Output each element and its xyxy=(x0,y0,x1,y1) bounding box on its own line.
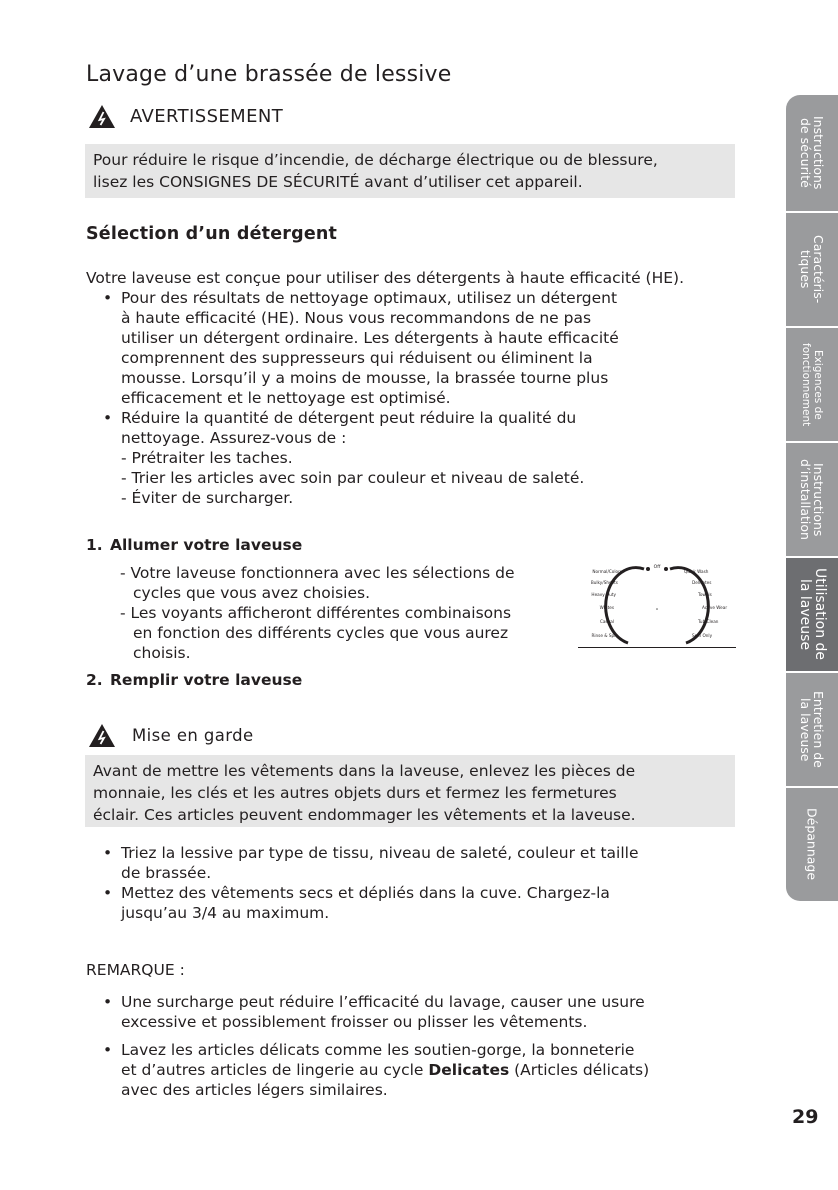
caution-box xyxy=(85,755,735,827)
dial-label-left: Casual xyxy=(599,619,614,624)
tab-using-the-washer[interactable] xyxy=(786,558,838,671)
bullet-line: - Prétraiter les taches. xyxy=(121,449,293,467)
tab-label: fonctionnement xyxy=(800,342,812,427)
bullet-icon: • xyxy=(103,844,113,862)
tab-safety-instructions[interactable] xyxy=(786,95,838,211)
tab-label: Exigences de xyxy=(812,349,824,420)
bullet-line: - Trier les articles avec soin par couleur et niveau de saleté. xyxy=(121,469,585,487)
step-line: - Les voyants afficheront différentes combinaisons xyxy=(120,604,512,622)
tab-label: Caractéris- xyxy=(811,235,826,304)
dial-label-right: Spin Only xyxy=(692,633,713,638)
warning-text-line: lisez les CONSIGNES DE SÉCURITÉ avant d’utiliser cet appareil. xyxy=(93,173,583,191)
bullet-text: et d’autres articles de lingerie au cycle xyxy=(121,1061,429,1079)
step-number: 2. xyxy=(86,671,103,689)
dial-label-right: Tub Clean xyxy=(698,619,719,624)
step-2-heading xyxy=(86,671,302,689)
tab-features[interactable] xyxy=(786,213,838,326)
bullet-line: nettoyage. Assurez-vous de : xyxy=(121,429,347,447)
caution-label: Mise en garde xyxy=(132,725,254,745)
bullet-line: - Éviter de surcharger. xyxy=(121,489,294,507)
dial-label-right: Delicates xyxy=(692,580,712,585)
tab-label: la laveuse xyxy=(797,578,813,651)
caution-text-line: éclair. Ces articles peuvent endommager les vêtements et la laveuse. xyxy=(93,806,636,824)
tab-label: de sécurité xyxy=(798,118,813,188)
bullet-line: Mettez des vêtements secs et dépliés dans la cuve. Chargez-la xyxy=(121,884,610,902)
warning-box xyxy=(85,144,735,198)
dial-dot xyxy=(646,567,650,571)
bullet-text: (Articles délicats) xyxy=(509,1061,650,1079)
tab-troubleshooting[interactable] xyxy=(786,788,838,901)
list-item xyxy=(103,288,743,408)
dial-label-right: Active Wear xyxy=(702,605,728,610)
list-item xyxy=(103,1040,743,1100)
dial-dot xyxy=(664,567,668,571)
bullet-line: Réduire la quantité de détergent peut réduire la qualité du xyxy=(121,409,577,427)
warning-triangle-icon xyxy=(88,104,116,129)
warning-label: AVERTISSEMENT xyxy=(130,105,284,127)
bullet-line: Une surcharge peut réduire l’efficacité du lavage, causer une usure xyxy=(121,993,645,1011)
intro-text: Votre laveuse est conçue pour utiliser des détergents à haute efficacité (HE). xyxy=(86,269,684,287)
dial-label-left: Heavy Duty xyxy=(591,592,616,597)
tab-label: Utilisation de xyxy=(812,568,828,661)
tab-operating-requirements[interactable] xyxy=(786,328,838,441)
caution-header xyxy=(88,722,254,748)
bullet-line: jusqu’au 3/4 au maximum. xyxy=(121,904,330,922)
step-title: Allumer votre laveuse xyxy=(110,536,303,554)
list-item xyxy=(103,883,743,923)
step-title: Remplir votre laveuse xyxy=(110,671,303,689)
bullet-line: Pour des résultats de nettoyage optimaux, utilisez un détergent xyxy=(121,289,618,307)
dial-label-right: Quick Wash xyxy=(684,569,709,574)
warning-header xyxy=(88,103,283,129)
bullet-line: comprennent des suppresseurs qui réduisent ou éliminent la xyxy=(121,349,593,367)
tab-label: d’installation xyxy=(798,459,813,540)
bullet-icon: • xyxy=(103,289,113,307)
bullet-icon: • xyxy=(103,1041,113,1059)
dial-label-left: Whites xyxy=(599,605,614,610)
tab-washer-care[interactable] xyxy=(786,673,838,786)
dial-center-mark xyxy=(656,608,658,610)
bullet-line: excessive et possiblement froisser ou plisser les vêtements. xyxy=(121,1013,588,1031)
bullet-line: efficacement et le nettoyage est optimisé. xyxy=(121,389,451,407)
caution-text-line: monnaie, les clés et les autres objets durs et fermez les fermetures xyxy=(93,784,617,802)
section-title: Sélection d’un détergent xyxy=(86,224,338,244)
dial-label-left: Bulky/Sheets xyxy=(590,580,618,585)
caution-triangle-icon xyxy=(88,723,116,748)
page-title: Lavage d’une brassée de lessive xyxy=(86,62,452,87)
step-1-heading xyxy=(86,536,302,554)
step-line: choisis. xyxy=(133,644,191,662)
bullet-icon: • xyxy=(103,884,113,902)
note-label: REMARQUE : xyxy=(86,961,185,979)
bullet-icon: • xyxy=(103,993,113,1011)
dial-label-right: Towels xyxy=(698,592,712,597)
bullet-line: Lavez les articles délicats comme les soutien-gorge, la bonneterie xyxy=(121,1041,635,1059)
tab-installation-instructions[interactable] xyxy=(786,443,838,556)
bullet-line: utiliser un détergent ordinaire. Les détergents à haute efficacité xyxy=(121,329,619,347)
list-item xyxy=(103,408,743,508)
tab-label: Dépannage xyxy=(804,808,820,881)
step-1-text xyxy=(120,563,515,663)
step-number: 1. xyxy=(86,536,103,554)
bullet-line: à haute efficacité (HE). Nous vous recommandons de ne pas xyxy=(121,309,592,327)
page-number: 29 xyxy=(792,1106,819,1128)
step-line: en fonction des différents cycles que vous aurez xyxy=(133,624,509,642)
dial-off-label: Off xyxy=(653,565,661,570)
bullet-line xyxy=(121,1060,649,1080)
list-item xyxy=(103,992,743,1032)
list-item xyxy=(103,843,743,883)
tab-label: tiques xyxy=(798,250,813,289)
warning-text-line: Pour réduire le risque d’incendie, de décharge électrique ou de blessure, xyxy=(93,151,658,169)
dial-label-left: Rinse & Spin xyxy=(591,633,618,638)
tab-label: Instructions xyxy=(811,116,826,190)
step-line: - Votre laveuse fonctionnera avec les sélections de xyxy=(120,564,515,582)
cycle-dial-illustration xyxy=(578,563,736,648)
step-line: cycles que vous avez choisies. xyxy=(133,584,370,602)
tab-label: Entretien de xyxy=(811,691,826,768)
bullet-line: mousse. Lorsqu’il y a moins de mousse, la brassée tourne plus xyxy=(121,369,609,387)
bullet-line: de brassée. xyxy=(121,864,212,882)
bullet-line: Triez la lessive par type de tissu, niveau de saleté, couleur et taille xyxy=(121,844,639,862)
caution-text-line: Avant de mettre les vêtements dans la laveuse, enlevez les pièces de xyxy=(93,762,636,780)
bullet-line: avec des articles légers similaires. xyxy=(121,1081,388,1099)
tab-label: la laveuse xyxy=(798,697,813,762)
dial-label-left: Normal/Colors xyxy=(592,569,622,574)
cycle-name-delicates: Delicates xyxy=(428,1061,510,1079)
tab-label: Instructions xyxy=(811,462,826,537)
bullet-icon: • xyxy=(103,409,113,427)
